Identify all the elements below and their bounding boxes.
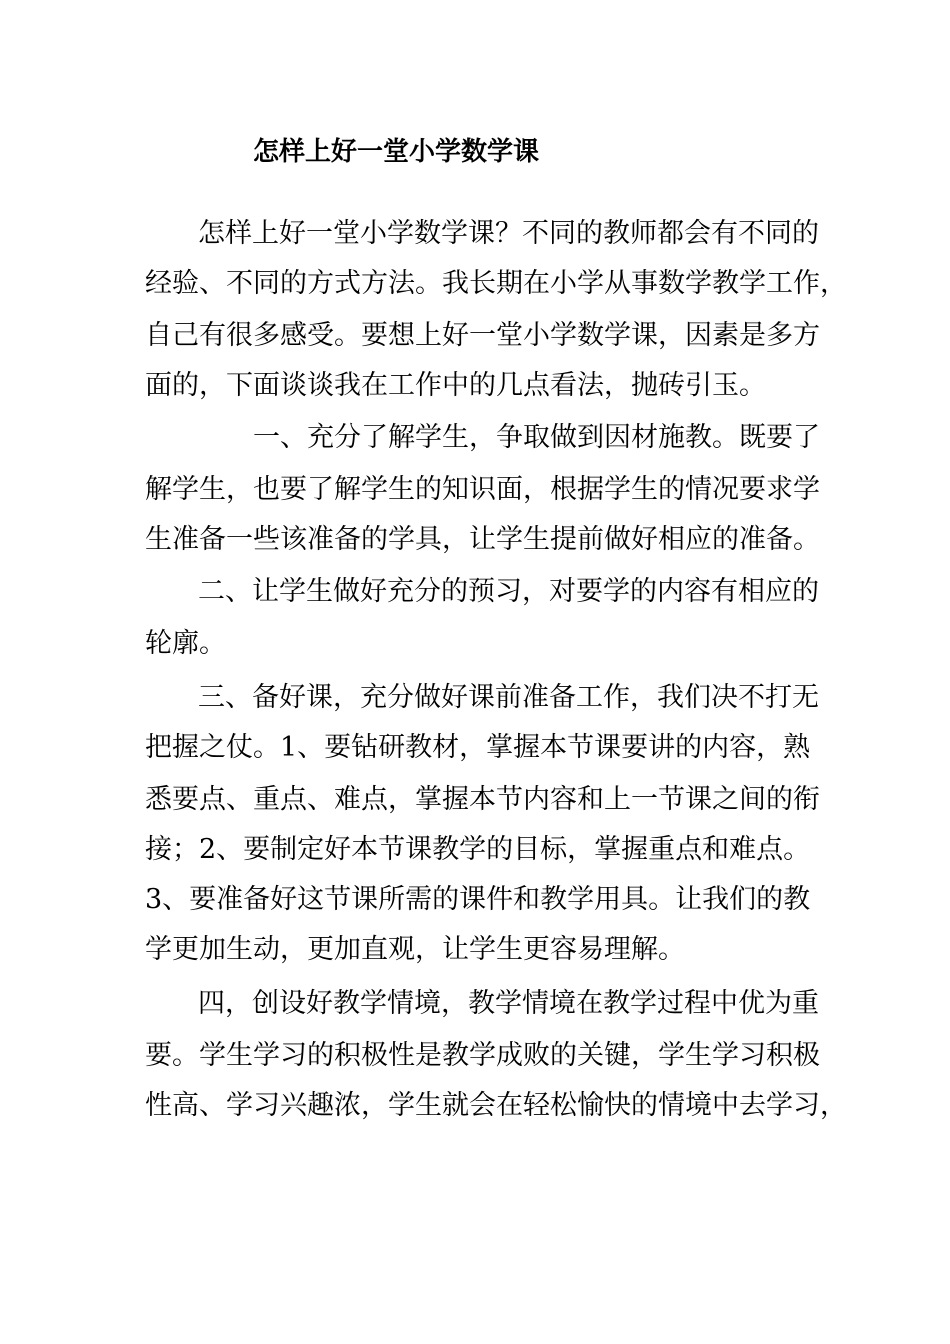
paragraph-line: 面的，下面谈谈我在工作中的几点看法，抛砖引玉。 — [145, 370, 766, 401]
paragraph-line: 生准备一些该准备的学具，让学生提前做好相应的准备。 — [145, 524, 820, 555]
paragraph-line: 把握之仗。1、要钻研教材，掌握本节课要讲的内容，熟 — [145, 732, 811, 763]
paragraph-line: 要。学生学习的积极性是教学成败的关键，学生学习积极 — [145, 1040, 820, 1071]
paragraph-line: 悉要点、重点、难点，掌握本节内容和上一节课之间的衔 — [145, 784, 820, 815]
paragraph-line: 经验、不同的方式方法。我长期在小学从事数学教学工作， — [145, 268, 847, 299]
document-title: 怎样上好一堂小学数学课 — [253, 137, 540, 167]
paragraph-line: 3、要准备好这节课所需的课件和教学用具。让我们的教 — [145, 884, 811, 915]
paragraph-line: 三、备好课，充分做好课前准备工作，我们决不打无 — [198, 682, 819, 713]
paragraph-line: 怎样上好一堂小学数学课？不同的教师都会有不同的 — [198, 218, 819, 249]
paragraph-line: 解学生，也要了解学生的知识面，根据学生的情况要求学 — [145, 474, 820, 505]
paragraph-line: 性高、学习兴趣浓，学生就会在轻松愉快的情境中去学习， — [145, 1090, 847, 1121]
paragraph-line: 四，创设好教学情境，教学情境在教学过程中优为重 — [198, 988, 819, 1019]
paragraph-line: 轮廓。 — [145, 628, 226, 659]
paragraph-line: 二、让学生做好充分的预习，对要学的内容有相应的 — [198, 576, 819, 607]
paragraph-line: 自己有很多感受。要想上好一堂小学数学课，因素是多方 — [145, 320, 820, 351]
paragraph-line: 接；2、要制定好本节课教学的目标，掌握重点和难点。 — [145, 834, 811, 865]
paragraph-line: 学更加生动，更加直观，让学生更容易理解。 — [145, 934, 685, 965]
paragraph-line: 一、充分了解学生，争取做到因材施教。既要了 — [253, 422, 820, 453]
